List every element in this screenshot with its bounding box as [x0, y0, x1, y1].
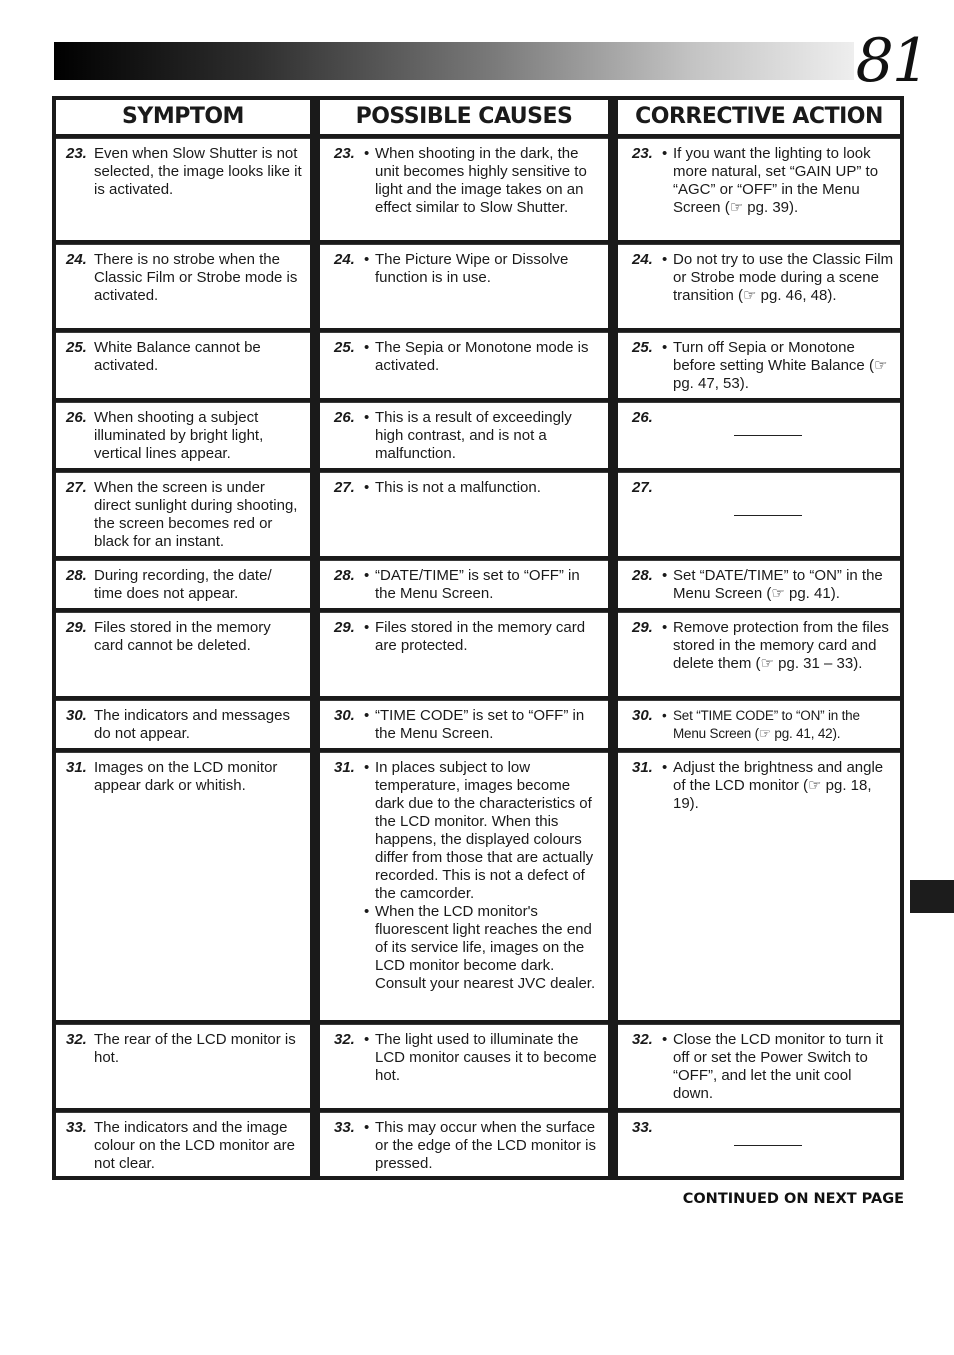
- row-number: 31.: [632, 759, 653, 776]
- cause-text: The Sepia or Monotone mode is activated.: [375, 339, 589, 374]
- cause-text: In places subject to low temperature, images become dark due to the characteristics of the LCD monitor. When this happens, the displayed colours differ from those that are actually recorded. This is not a defect of the camcorder.: [375, 759, 594, 902]
- symptom-text: Images on the LCD monitor appear dark or whitish.: [94, 759, 278, 794]
- row-number: 33.: [632, 1119, 653, 1136]
- action-cell: [618, 560, 900, 608]
- row-number: 30.: [334, 707, 355, 724]
- cause-text: The light used to illuminate the LCD monitor causes it to become hot.: [375, 1031, 597, 1084]
- action-text: Close the LCD monitor to turn it off or set the Power Switch to “OFF”, and let the unit cool down.: [673, 1031, 884, 1102]
- symptom-text: When shooting a subject illuminated by bright light, vertical lines appear.: [94, 409, 264, 462]
- action-text: Turn off Sepia or Monotone before setting White Balance (☞ pg. 47, 53).: [673, 339, 888, 392]
- table-row: [56, 402, 900, 468]
- action-text: Set “DATE/TIME” to “ON” in the Menu Screen (☞ pg. 41).: [673, 567, 883, 602]
- action-cell: [618, 244, 900, 328]
- table-row: [56, 560, 900, 608]
- bullet: •: [662, 619, 668, 636]
- row-number: 23.: [632, 145, 653, 162]
- action-cell: [618, 1112, 900, 1176]
- bullet: •: [364, 759, 370, 776]
- symptom-cell: [56, 244, 310, 328]
- cause-cell: [320, 752, 608, 1020]
- symptom-cell: [56, 472, 310, 556]
- row-number: 26.: [632, 409, 653, 426]
- action-cell: [618, 402, 900, 468]
- row-number: 24.: [66, 251, 87, 268]
- action-cell: [618, 612, 900, 696]
- cause-text: The Picture Wipe or Dissolve function is in use.: [375, 251, 569, 286]
- action-text: Adjust the brightness and angle of the LCD monitor (☞ pg. 18, 19).: [673, 759, 884, 812]
- bullet: •: [364, 339, 370, 356]
- row-number: 23.: [334, 145, 355, 162]
- symptom-text: There is no strobe when the Classic Film or Strobe mode is activated.: [94, 251, 298, 304]
- row-number: 24.: [632, 251, 653, 268]
- bullet: •: [662, 1031, 668, 1048]
- cause-text: Files stored in the memory card are protected.: [375, 619, 586, 654]
- row-number: 29.: [66, 619, 87, 636]
- table-row: [56, 1024, 900, 1108]
- header-gradient-bar: [54, 42, 854, 80]
- symptom-cell: [56, 752, 310, 1020]
- symptom-cell: [56, 560, 310, 608]
- row-number: 27.: [66, 479, 87, 496]
- continued-note: CONTINUED ON NEXT PAGE: [682, 1191, 904, 1207]
- row-number: 26.: [334, 409, 355, 426]
- no-action-dash: [734, 1145, 802, 1146]
- row-number: 28.: [66, 567, 87, 584]
- bullet: •: [364, 479, 370, 496]
- cause-text: This is not a malfunction.: [375, 479, 541, 496]
- row-number: 28.: [632, 567, 653, 584]
- symptom-cell: [56, 138, 310, 240]
- row-number: 23.: [66, 145, 87, 162]
- bullet: •: [364, 707, 370, 724]
- row-number: 27.: [334, 479, 355, 496]
- action-cell: [618, 700, 900, 748]
- header-corrective-action: CORRECTIVE ACTION: [618, 100, 900, 134]
- symptom-text: When the screen is under direct sunlight during shooting, the screen becomes red or black for an instant.: [94, 479, 298, 550]
- action-text: Set “TIME CODE” to “ON” in the Menu Screen (☞ pg. 41, 42).: [673, 708, 860, 741]
- bullet: •: [662, 251, 668, 268]
- row-number: 32.: [632, 1031, 653, 1048]
- row-number: 24.: [334, 251, 355, 268]
- cause-text: This may occur when the surface or the edge of the LCD monitor is pressed.: [375, 1119, 596, 1172]
- table-row: [56, 700, 900, 748]
- symptom-text: The indicators and messages do not appear.: [94, 707, 290, 742]
- bullet: •: [364, 567, 370, 584]
- action-cell: [618, 1024, 900, 1108]
- cause-cell: [320, 472, 608, 556]
- bullet: •: [662, 567, 668, 584]
- bullet: •: [662, 708, 667, 723]
- row-number: 25.: [632, 339, 653, 356]
- bullet: •: [364, 251, 370, 268]
- cause-cell: [320, 138, 608, 240]
- row-number: 30.: [632, 707, 653, 724]
- bullet: •: [662, 145, 668, 162]
- symptom-text: White Balance cannot be activated.: [94, 339, 261, 374]
- section-thumb-tab: [910, 880, 954, 913]
- symptom-cell: [56, 332, 310, 398]
- symptom-cell: [56, 402, 310, 468]
- action-text: Remove protection from the files stored in the memory card and delete them (☞ pg. 31 – 33).: [673, 619, 889, 672]
- table-row: [56, 244, 900, 328]
- action-cell: [618, 752, 900, 1020]
- cause-cell: [320, 560, 608, 608]
- row-number: 33.: [334, 1119, 355, 1136]
- symptom-text: Even when Slow Shutter is not selected, the image looks like it is activated.: [94, 145, 302, 198]
- bullet: •: [662, 339, 668, 356]
- row-number: 25.: [66, 339, 87, 356]
- row-number: 29.: [334, 619, 355, 636]
- cause-text: This is a result of exceedingly high contrast, and is not a malfunction.: [375, 409, 572, 462]
- table-row: [56, 612, 900, 696]
- cause-text: When shooting in the dark, the unit becomes highly sensitive to light and the image takes on an effect similar to Slow Shutter.: [375, 145, 587, 216]
- cause-cell: [320, 1112, 608, 1176]
- no-action-dash: [734, 435, 802, 436]
- symptom-cell: [56, 612, 310, 696]
- cause-cell: [320, 402, 608, 468]
- bullet: •: [364, 903, 370, 920]
- row-number: 31.: [66, 759, 87, 776]
- row-number: 27.: [632, 479, 653, 496]
- table-row: [56, 752, 900, 1020]
- row-number: 32.: [334, 1031, 355, 1048]
- page-number: 81: [855, 26, 928, 96]
- cause-text: “DATE/TIME” is set to “OFF” in the Menu Screen.: [375, 567, 580, 602]
- table-row: [56, 332, 900, 398]
- cause-cell: [320, 1024, 608, 1108]
- header-symptom: SYMPTOM: [56, 100, 310, 134]
- row-number: 29.: [632, 619, 653, 636]
- row-number: 33.: [66, 1119, 87, 1136]
- symptom-text: During recording, the date/ time does not appear.: [94, 567, 272, 602]
- action-cell: [618, 472, 900, 556]
- cause-text: “TIME CODE” is set to “OFF” in the Menu Screen.: [375, 707, 585, 742]
- row-number: 26.: [66, 409, 87, 426]
- troubleshooting-table: [52, 96, 904, 1180]
- symptom-text: The indicators and the image colour on the LCD monitor are not clear.: [94, 1119, 295, 1172]
- header-possible-causes: POSSIBLE CAUSES: [320, 100, 608, 134]
- action-cell: [618, 138, 900, 240]
- action-text: If you want the lighting to look more natural, set “GAIN UP” to “AGC” or “OFF” in the Menu Screen (☞ pg. 39).: [673, 145, 879, 216]
- table-row: [56, 472, 900, 556]
- cause-cell: [320, 612, 608, 696]
- row-number: 25.: [334, 339, 355, 356]
- bullet: •: [364, 1119, 370, 1136]
- row-number: 30.: [66, 707, 87, 724]
- action-cell: [618, 332, 900, 398]
- symptom-cell: [56, 1024, 310, 1108]
- symptom-text: The rear of the LCD monitor is hot.: [94, 1031, 296, 1066]
- cause-cell: [320, 700, 608, 748]
- cause-cell: [320, 332, 608, 398]
- bullet: •: [364, 145, 370, 162]
- action-text: Do not try to use the Classic Film or Strobe mode during a scene transition (☞ pg. 46, 48).: [673, 251, 894, 304]
- row-number: 31.: [334, 759, 355, 776]
- symptom-cell: [56, 700, 310, 748]
- table-row: [56, 138, 900, 240]
- row-number: 28.: [334, 567, 355, 584]
- symptom-cell: [56, 1112, 310, 1176]
- cause-cell: [320, 244, 608, 328]
- symptom-text: Files stored in the memory card cannot be deleted.: [94, 619, 271, 654]
- no-action-dash: [734, 515, 802, 516]
- row-number: 32.: [66, 1031, 87, 1048]
- bullet: •: [662, 759, 668, 776]
- cause-text-2: When the LCD monitor's fluorescent light reaches the end of its service life, images on the LCD monitor become dark. Consult your nearest JVC dealer.: [375, 903, 596, 992]
- bullet: •: [364, 619, 370, 636]
- bullet: •: [364, 1031, 370, 1048]
- table-row: [56, 1112, 900, 1176]
- bullet: •: [364, 409, 370, 426]
